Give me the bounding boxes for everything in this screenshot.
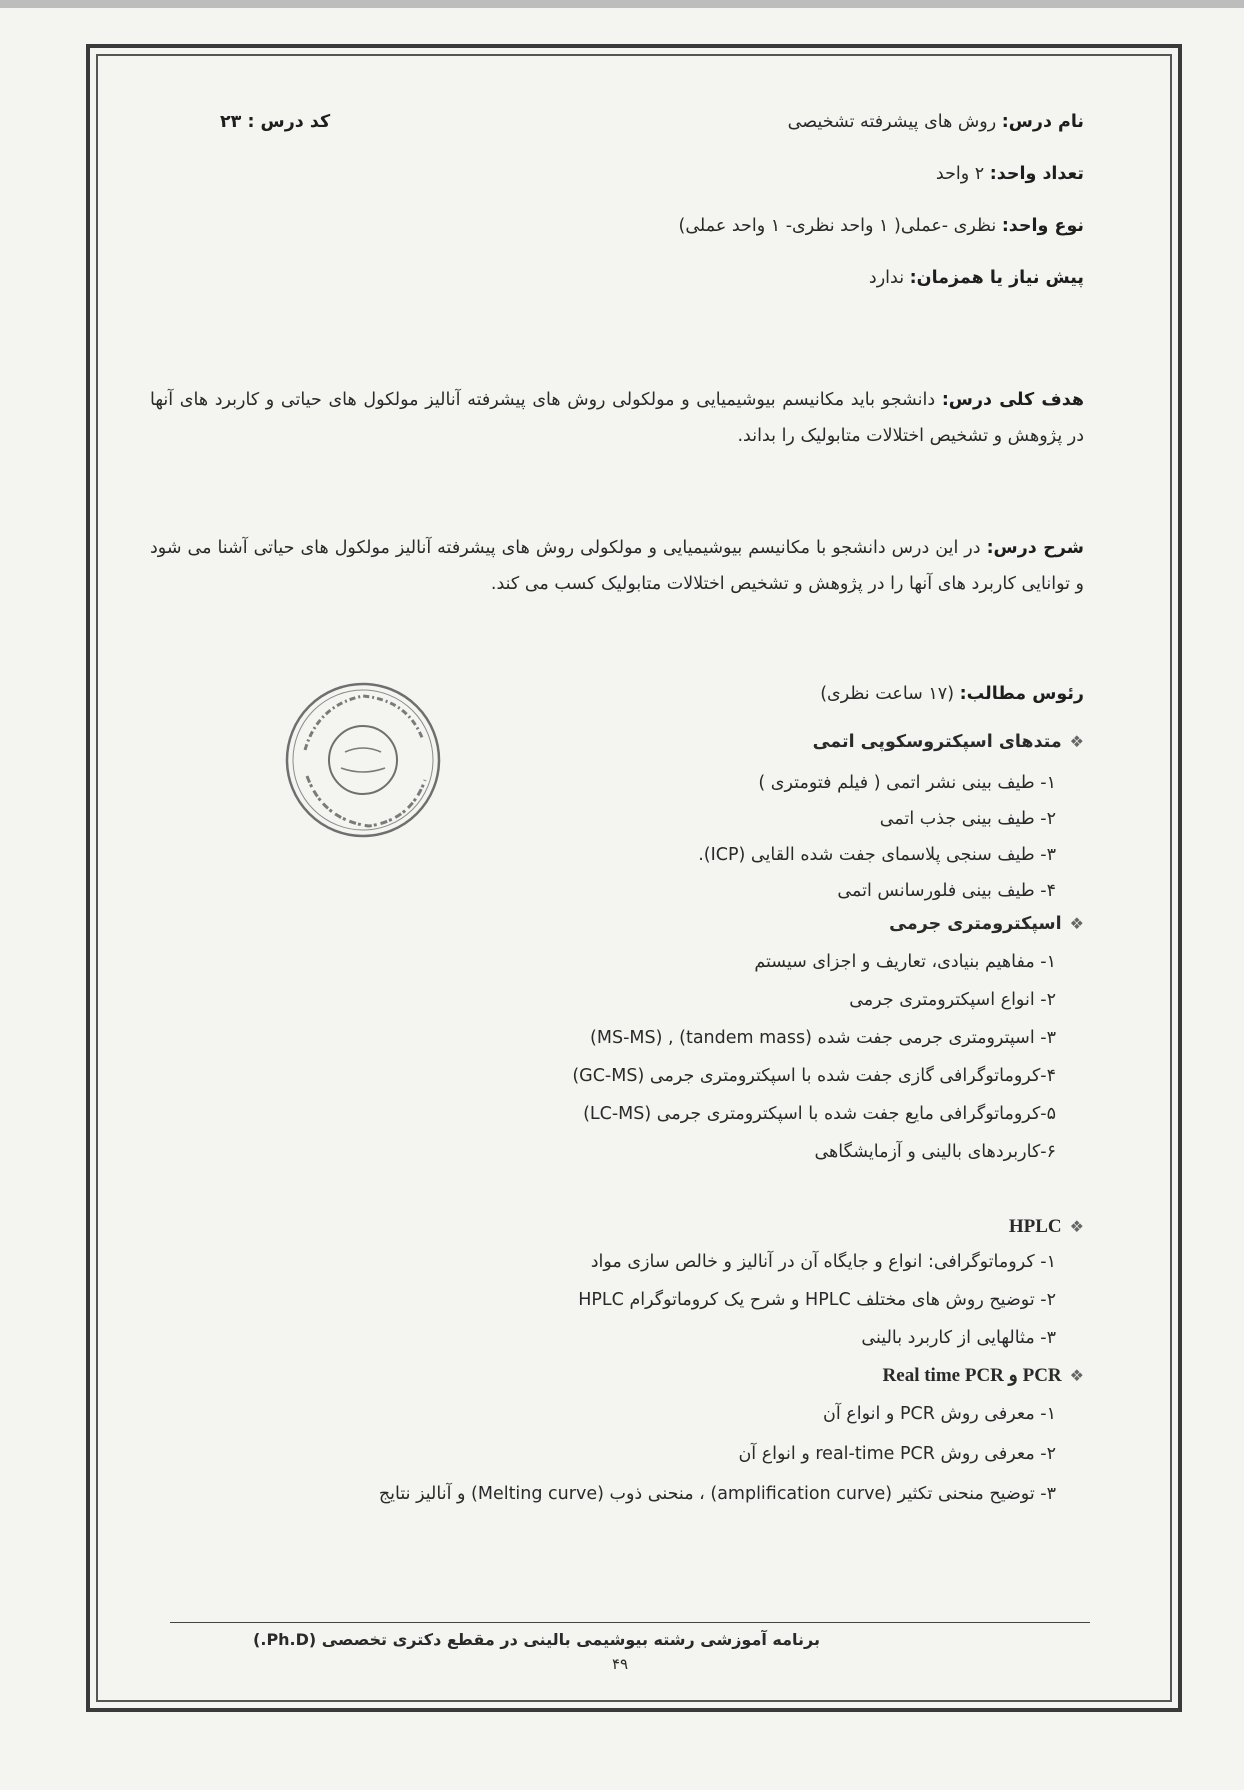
course-code: کد درس : ۲۳ xyxy=(220,112,331,132)
star-bullet-icon: ❖ xyxy=(1069,732,1084,751)
list-item: ۲- معرفی روش real-time PCR و انواع آن xyxy=(738,1444,1056,1464)
description-text: در این درس دانشجو با مکانیسم بیوشیمیایی و مولکولی روش های پیشرفته آنالیز مولکول های حیاتی آشنا می شود و توانایی کاربرد های آنها را در پژوهش و تشخیص اختلالات متابولیک کسب می کند. xyxy=(150,538,1084,594)
footer-rule xyxy=(170,1622,1090,1623)
page-number: ۴۹ xyxy=(611,1655,629,1673)
course-code-row xyxy=(150,110,370,135)
goal-label: هدف کلی درس: xyxy=(941,390,1084,410)
prereq-label: پیش نیاز یا همزمان: xyxy=(909,268,1084,288)
list-item: ۲- انواع اسپکترومتری جرمی xyxy=(849,990,1056,1010)
course-name-label: نام درس: xyxy=(1001,112,1084,132)
prereq-row xyxy=(150,266,1084,291)
list-item: ۳- طیف سنجی پلاسمای جفت شده القایی (ICP). xyxy=(698,845,1056,865)
star-bullet-icon: ❖ xyxy=(1069,1366,1084,1385)
star-bullet-icon: ❖ xyxy=(1069,1217,1084,1236)
section-mass-spec-title: ❖اسپکترومتری جرمی xyxy=(889,914,1084,934)
section-spectroscopy-title: ❖متدهای اسپکتروسکوپی اتمی xyxy=(812,732,1084,752)
list-item: ۱- مفاهیم بنیادی، تعاریف و اجزای سیستم xyxy=(754,952,1056,972)
page-top-edge xyxy=(0,0,1244,8)
goal-paragraph xyxy=(150,382,1084,454)
course-name-value: روش های پیشرفته تشخیصی xyxy=(787,112,997,132)
list-item: ۱- معرفی روش PCR و انواع آن xyxy=(823,1404,1056,1424)
unit-type-value: نظری -عملی( ۱ واحد نظری- ۱ واحد عملی) xyxy=(678,216,997,236)
units-label: تعداد واحد: xyxy=(989,164,1084,184)
list-item: ۶-کاربردهای بالینی و آزمایشگاهی xyxy=(814,1142,1056,1162)
description-paragraph xyxy=(150,530,1084,602)
list-item: ۱- کروماتوگرافی: انواع و جایگاه آن در آنالیز و خالص سازی مواد xyxy=(590,1252,1056,1272)
description-label: شرح درس: xyxy=(986,538,1084,558)
topics-label: رئوس مطالب: xyxy=(959,684,1084,704)
list-item: ۳- مثالهایی از کاربرد بالینی xyxy=(861,1328,1056,1348)
list-item: ۳- توضیح منحنی تکثیر (amplification curve) ، منحنی ذوب (Melting curve) و آنالیز نتایج xyxy=(378,1484,1056,1504)
unit-type-label: نوع واحد: xyxy=(1001,216,1084,236)
units-value: ۲ واحد xyxy=(935,164,985,184)
list-item: ۱- طیف بینی نشر اتمی ( فیلم فتومتری ) xyxy=(758,773,1056,793)
unit-type-row xyxy=(150,214,1084,239)
section-pcr-title: ❖PCR و Real time PCR xyxy=(882,1365,1084,1386)
list-item: ۳- اسپترومتری جرمی جفت شده (tandem mass) , (MS-MS) xyxy=(590,1028,1056,1048)
section-hplc-title: ❖HPLC xyxy=(1008,1216,1084,1237)
units-row xyxy=(150,162,1084,187)
star-bullet-icon: ❖ xyxy=(1069,914,1084,933)
list-item: ۴-کروماتوگرافی گازی جفت شده با اسپکترومتری جرمی (GC-MS) xyxy=(572,1066,1056,1086)
list-item: ۴- طیف بینی فلورسانس اتمی xyxy=(837,881,1056,901)
goal-text: دانشجو باید مکانیسم بیوشیمیایی و مولکولی روش های پیشرفته آنالیز مولکول های حیاتی و کاربرد های آنها در پژوهش و تشخیص اختلالات متابولیک را بداند. xyxy=(150,390,1084,446)
list-item: ۵-کروماتوگرافی مایع جفت شده با اسپکترومتری جرمی (LC-MS) xyxy=(583,1104,1056,1124)
topics-hours: (۱۷ ساعت نظری) xyxy=(820,684,955,704)
prereq-value: ندارد xyxy=(868,268,905,288)
footer-program: برنامه آموزشی رشته بیوشیمی بالینی در مقطع دکتری تخصصی (Ph.D.) xyxy=(253,1630,820,1649)
list-item: ۲- طیف بینی جذب اتمی xyxy=(879,809,1056,829)
official-seal-stamp xyxy=(283,680,443,840)
list-item: ۲- توضیح روش های مختلف HPLC و شرح یک کروماتوگرام HPLC xyxy=(578,1290,1056,1310)
